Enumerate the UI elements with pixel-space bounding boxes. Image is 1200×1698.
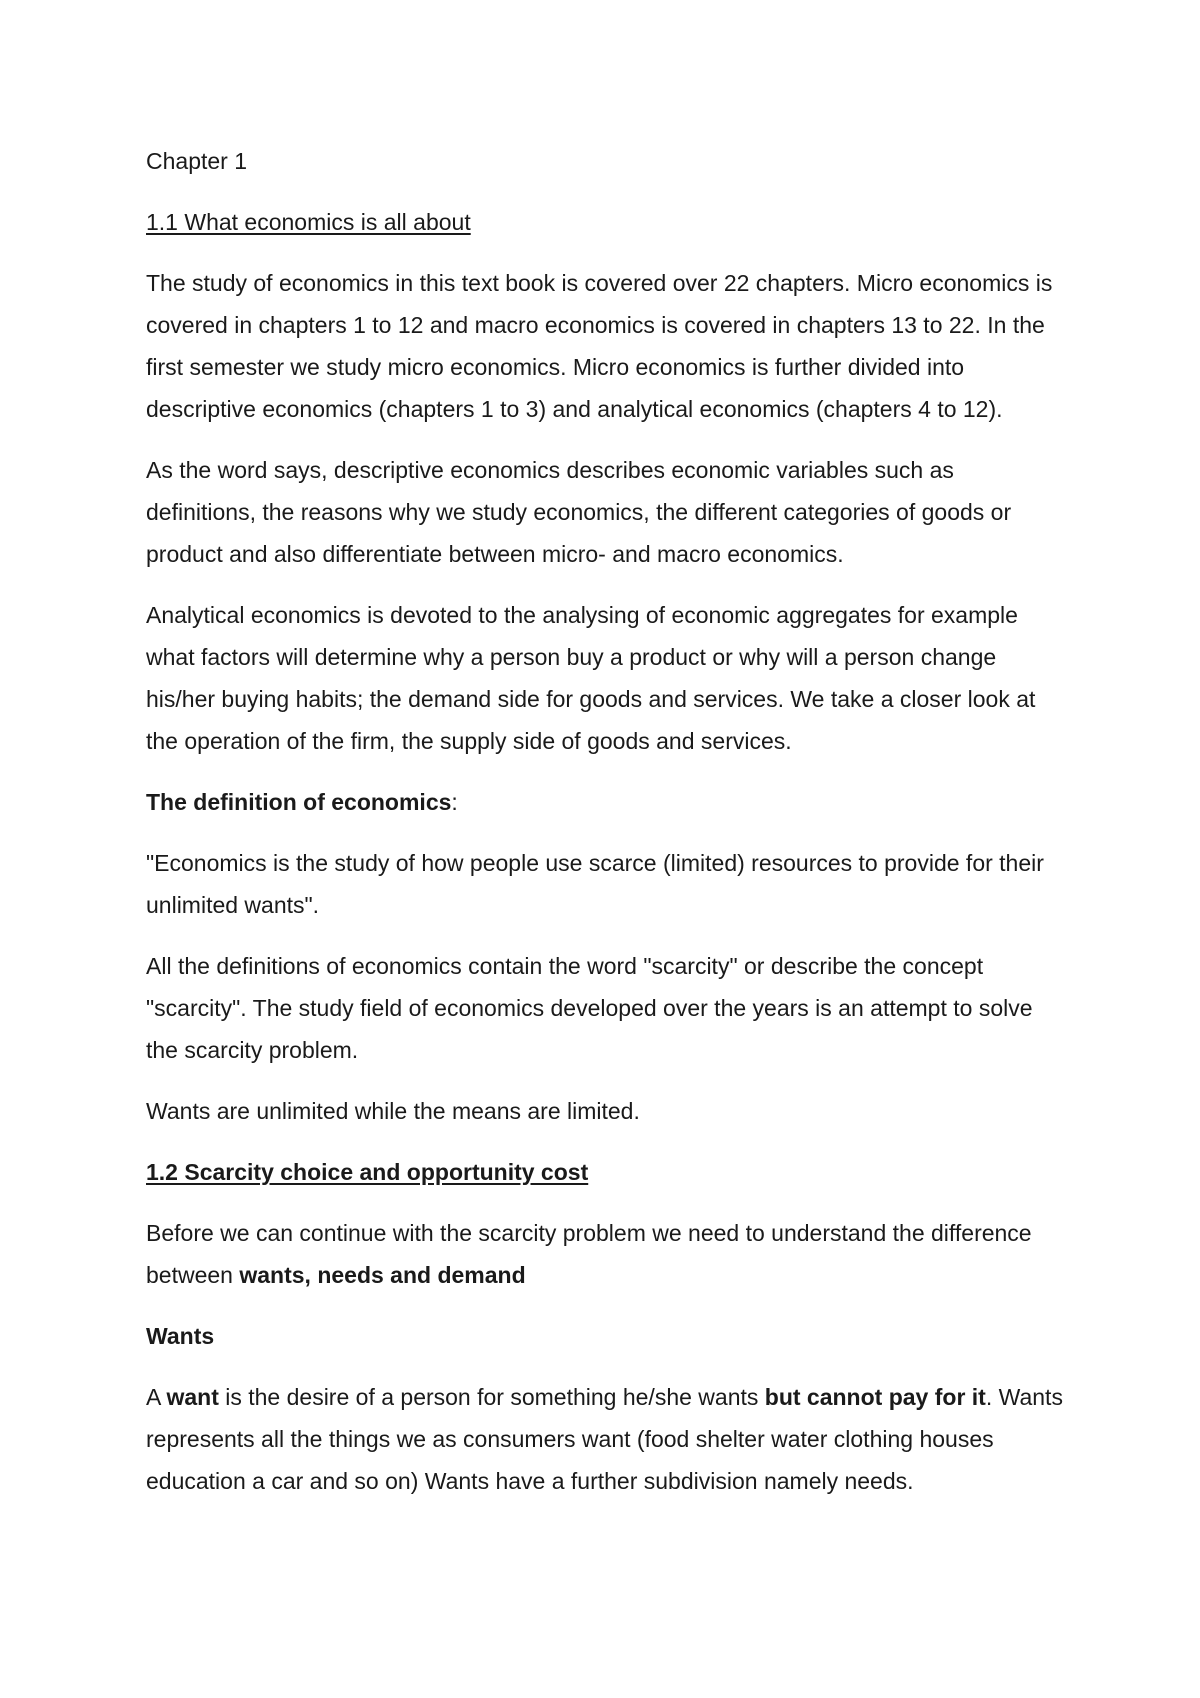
want-def-text-2: is the desire of a person for something he/she wants (218, 1384, 765, 1410)
paragraph-analytical-economics: Analytical economics is devoted to the analysing of economic aggregates for example what factors will determine why a person buy a product or why will a person change his/her buying habits; the demand side for goods and services. We take a closer look at the operation of the firm, the supply side of goods and services. (146, 602, 1036, 754)
paragraph-intro: The study of economics in this text book is covered over 22 chapters. Micro economics is covered in chapters 1 to 12 and macro economics is covered in chapters 13 to 22. In the first semester we study micro economics. Micro economics is further divided into descriptive economics (chapters 1 to 3) and analytical economics (chapters 4 to 12). (146, 270, 1053, 422)
paragraph-wants-limited: Wants are unlimited while the means are limited. (146, 1098, 640, 1124)
definition-heading-line (146, 781, 1066, 823)
wants-heading: Wants (146, 1323, 215, 1349)
want-def-bold-2: but cannot pay for it (764, 1384, 986, 1410)
chapter-title: Chapter 1 (146, 148, 248, 174)
definition-quote: "Economics is the study of how people use scarce (limited) resources to provide for their unlimited wants". (146, 850, 1044, 918)
want-def-bold-1: want (166, 1384, 219, 1410)
paragraph-descriptive-economics: As the word says, descriptive economics describes economic variables such as definitions, the reasons why we study economics, the different categories of goods or product and also differentiate between micro- and macro economics. (146, 457, 1012, 567)
paragraph-before-text: Before we can continue with the scarcity problem we need to understand the difference between (146, 1220, 1032, 1288)
paragraph-before-bold: wants, needs and demand (239, 1262, 526, 1288)
definition-heading: The definition of economics (146, 789, 452, 815)
document-page (146, 140, 1066, 1521)
paragraph-scarcity: All the definitions of economics contain the word "scarcity" or describe the concept "scarcity". The study field of economics developed over the years is an attempt to solve the scarcity problem. (146, 953, 1033, 1063)
section-1-1-heading: 1.1 What economics is all about (146, 209, 471, 235)
definition-heading-colon: : (451, 789, 458, 815)
paragraph-want-definition (146, 1376, 1066, 1502)
want-def-text-3: . Wants represents all the things we as consumers want (food shelter water clothing houses education a car and so on) Wants have a further subdivision namely needs. (146, 1384, 1063, 1494)
want-def-text-1: A (146, 1384, 167, 1410)
paragraph-before-scarcity (146, 1212, 1066, 1296)
section-1-2-heading: 1.2 Scarcity choice and opportunity cost (146, 1159, 589, 1185)
